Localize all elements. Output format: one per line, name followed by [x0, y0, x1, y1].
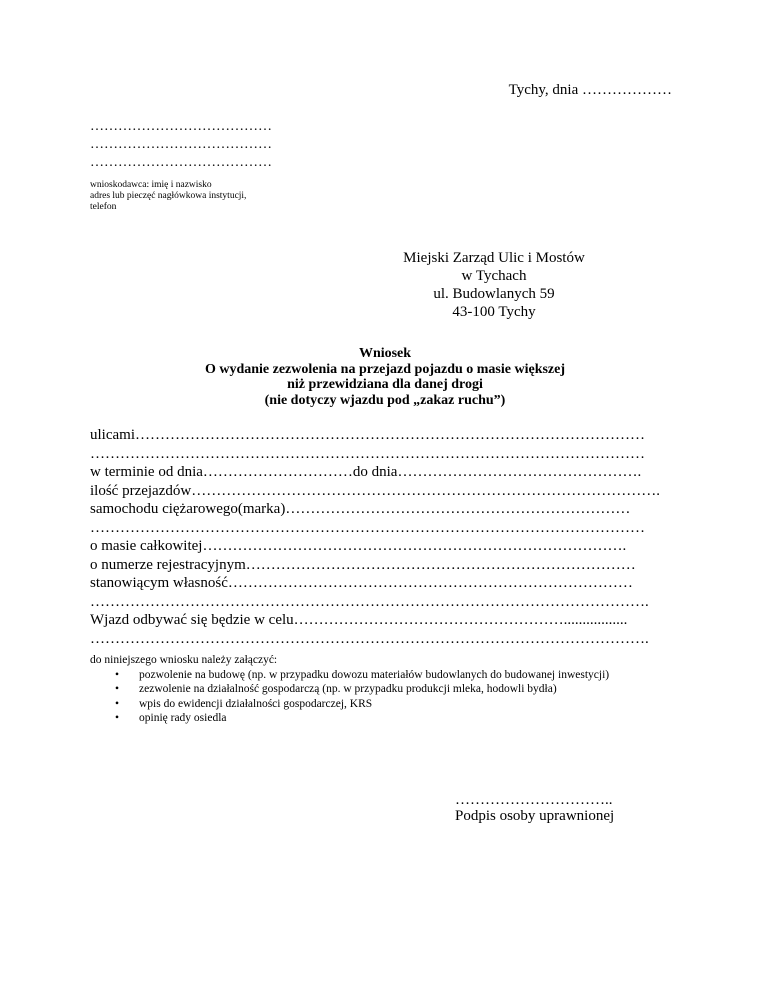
sender-caption-line: adres lub pieczęć nagłówkowa instytucji, [90, 191, 247, 201]
sender-line-1: ………………………………… [90, 119, 272, 134]
signature-label: Podpis osoby uprawnionej [455, 808, 615, 824]
form-line-streets: ulicami………………………………………………………………………………………… [90, 427, 645, 443]
form-line-blank: …………………………………………………………………………………………………. [90, 630, 649, 647]
attachments-list [90, 668, 609, 726]
attachment-text: pozwolenie na budowę (np. w przypadku dowozu materiałów budowlanych do budowanej inwestycji) [139, 668, 610, 681]
form-line-blank: …………………………………………………………………………………………………. [90, 593, 649, 610]
attachment-item [90, 697, 609, 712]
title-heading: Wniosek [358, 346, 412, 361]
form-line-blank: ………………………………………………………………………………………………… [90, 519, 645, 536]
bullet-icon: • [115, 697, 120, 710]
form-line-owner: stanowiącym własność……………………………………………………………………… [90, 575, 633, 591]
form-line-truck-make: samochodu ciężarowego(marka)…………………………………………………………… [90, 501, 631, 517]
sender-caption-line: telefon [90, 202, 117, 212]
bullet-icon: • [115, 712, 120, 724]
attachment-item [90, 711, 609, 726]
attachment-text: opinię rady osiedla [139, 712, 227, 724]
attachments-section [90, 653, 609, 726]
form-line-blank: ………………………………………………………………………………………………… [90, 445, 645, 462]
sender-line-2: ………………………………… [90, 137, 272, 152]
place-date-line: Tychy, dnia ……………… [508, 82, 672, 98]
form-line-dates: w terminie od dnia…………………………do dnia…………………………………………. [90, 464, 642, 480]
attachments-intro: do niniejszego wniosku należy załączyć: [90, 654, 278, 666]
sender-caption-line: wnioskodawca: imię i nazwisko [90, 180, 212, 190]
form-fields [90, 426, 660, 648]
sender-fields [90, 118, 272, 172]
form-line-registration: o numerze rejestracyjnym…………………………………………………………………… [90, 556, 636, 573]
addressee-street: ul. Budowlanych 59 [433, 286, 555, 302]
signature-line: ………………………….. [455, 792, 613, 808]
attachment-item [90, 668, 609, 683]
attachment-item [90, 682, 609, 697]
title-line: niż przewidziana dla danej drogi [287, 377, 483, 392]
addressee-name: Miejski Zarząd Ulic i Mostów [403, 250, 585, 266]
attachment-text: wpis do ewidencji działalności gospodarczej, KRS [139, 697, 373, 710]
attachment-text: zezwolenie na działalność gospodarczą (np. w przypadku produkcji mleka, hodowli bydła) [139, 683, 557, 695]
form-line-total-mass: o masie całkowitej…………………………………………………………………………. [90, 538, 627, 554]
bullet-icon: • [115, 668, 120, 681]
addressee-postcode: 43-100 Tychy [452, 304, 536, 320]
title-note: (nie dotyczy wjazdu pod „zakaz ruchu”) [264, 392, 506, 408]
sender-line-3: ………………………………… [90, 155, 272, 170]
sender-caption [90, 180, 246, 213]
addressee-block [384, 249, 604, 321]
addressee-city: w Tychach [461, 268, 527, 284]
form-line-purpose: Wjazd odbywać się będzie w celu………………………………………………................. [90, 612, 628, 628]
form-line-trips: ilość przejazdów…………………………………………………………………………………. [90, 482, 660, 499]
document-title [90, 346, 680, 408]
bullet-icon: • [115, 683, 120, 695]
title-line: O wydanie zezwolenia na przejazd pojazdu o masie większej [204, 361, 566, 377]
